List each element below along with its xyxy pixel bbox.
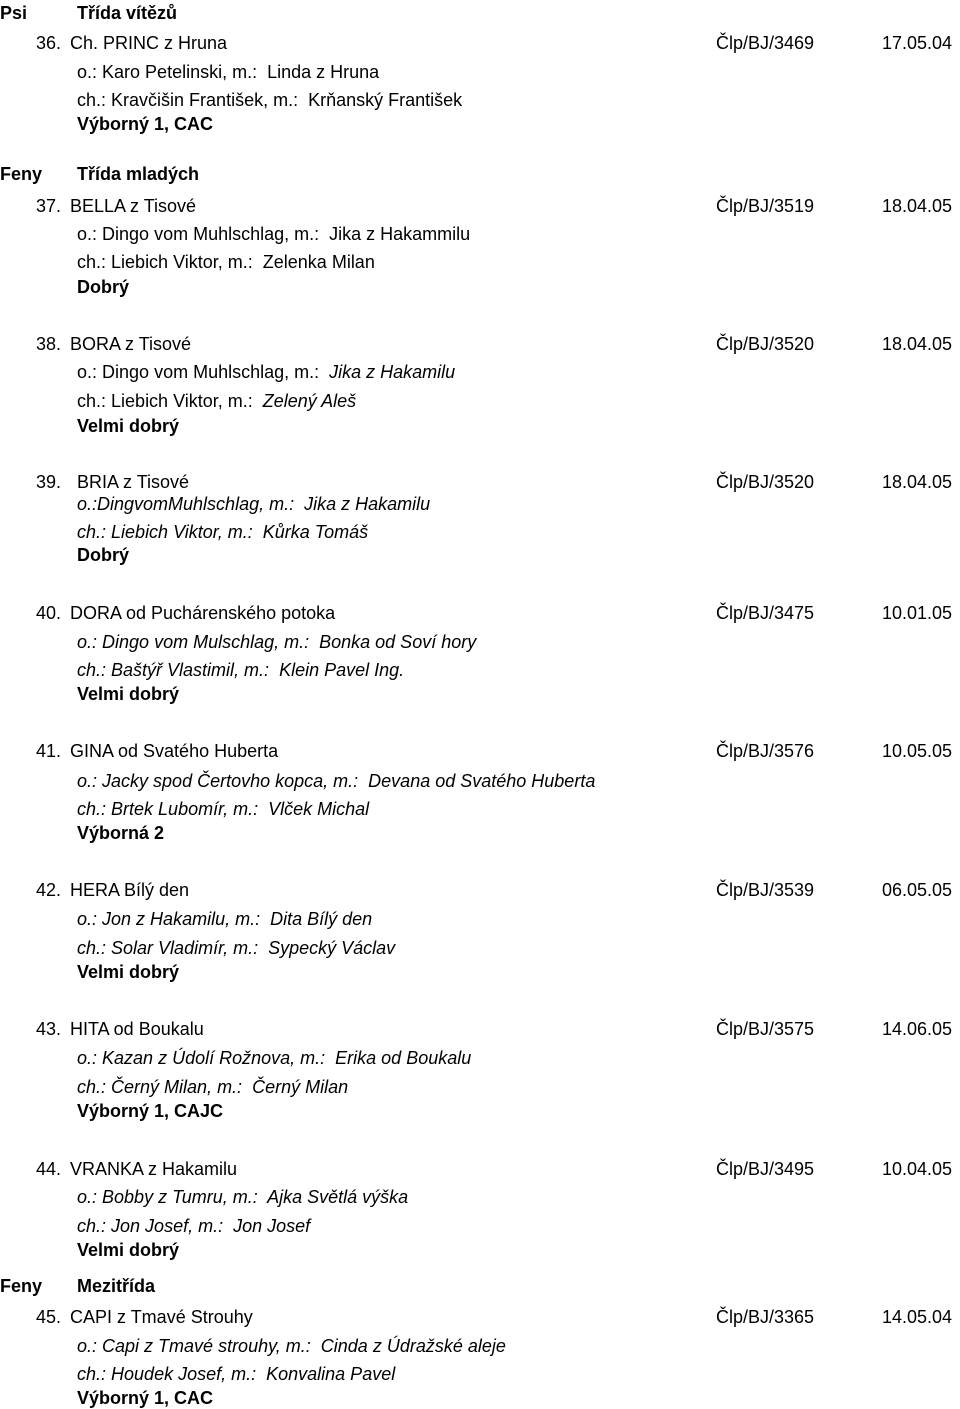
owner-line: ch.: Solar Vladimír, m.: Sypecký Václav [77, 938, 396, 958]
birth-date: 10.04.05 [882, 1159, 953, 1179]
parents-line: o.:DingvomMuhlschlag, m.: Jika z Hakamilu [77, 494, 431, 514]
birth-date: 06.05.05 [882, 880, 953, 900]
dog-name: Ch. PRINC z Hruna [70, 33, 228, 53]
owner-line: ch.: Houdek Josef, m.: Konvalina Pavel [77, 1364, 396, 1384]
birth-date: 18.04.05 [882, 334, 953, 354]
registration-number: Člp/BJ/3576 [716, 741, 815, 761]
dog-name: DORA od Puchárenského potoka [70, 603, 336, 623]
birth-date: 14.06.05 [882, 1019, 953, 1039]
rating: Dobrý [77, 277, 130, 297]
owner-line: ch.: Jon Josef, m.: Jon Josef [77, 1216, 311, 1236]
parents-line: o.: Dingo vom Muhlschlag, m.: Jika z Hakamilu [77, 362, 456, 382]
birth-date: 10.01.05 [882, 603, 953, 623]
entry-number: 43. [36, 1019, 62, 1039]
section-class: Třída vítězů [77, 3, 178, 23]
birth-date: 10.05.05 [882, 741, 953, 761]
parents-line: o.: Bobby z Tumru, m.: Ajka Světlá výška [77, 1187, 409, 1207]
owner-line: ch.: Liebich Viktor, m.: Kůrka Tomáš [77, 522, 369, 542]
rating: Výborný 1, CAJC [77, 1101, 224, 1121]
rating: Výborný 1, CAC [77, 114, 214, 134]
parents-line: o.: Capi z Tmavé strouhy, m.: Cinda z Údražské aleje [77, 1336, 506, 1356]
dog-name: HERA Bílý den [70, 880, 190, 900]
parents-line: o.: Jacky spod Čertovho kopca, m.: Devana od Svatého Huberta [77, 771, 596, 791]
rating: Velmi dobrý [77, 416, 180, 436]
birth-date: 18.04.05 [882, 196, 953, 216]
registration-number: Člp/BJ/3520 [716, 472, 815, 492]
registration-number: Člp/BJ/3365 [716, 1307, 815, 1327]
rating: Velmi dobrý [77, 1240, 180, 1260]
birth-date: 14.05.04 [882, 1307, 953, 1327]
section-gender: Feny [0, 164, 43, 184]
entry-number: 40. [36, 603, 62, 623]
rating: Dobrý [77, 545, 130, 565]
dog-name: BRIA z Tisové [77, 472, 190, 492]
rating: Výborný 1, CAC [77, 1388, 214, 1408]
parents-line: o.: Karo Petelinski, m.: Linda z Hruna [77, 62, 380, 82]
registration-number: Člp/BJ/3469 [716, 33, 815, 53]
rating: Velmi dobrý [77, 962, 180, 982]
owner-line: ch.: Baštýř Vlastimil, m.: Klein Pavel Ing. [77, 660, 405, 680]
parents-line: o.: Dingo vom Mulschlag, m.: Bonka od Soví hory [77, 632, 477, 652]
birth-date: 18.04.05 [882, 472, 953, 492]
entry-number: 44. [36, 1159, 62, 1179]
section-gender: Psi [0, 3, 28, 23]
birth-date: 17.05.04 [882, 33, 953, 53]
dog-name: GINA od Svatého Huberta [70, 741, 279, 761]
parents-line: o.: Kazan z Údolí Rožnova, m.: Erika od Boukalu [77, 1048, 472, 1068]
registration-number: Člp/BJ/3575 [716, 1019, 815, 1039]
owner-line: ch.: Liebich Viktor, m.: Zelený Aleš [77, 391, 357, 411]
parents-line: o.: Dingo vom Muhlschlag, m.: Jika z Hakammilu [77, 224, 471, 244]
parents-line: o.: Jon z Hakamilu, m.: Dita Bílý den [77, 909, 373, 929]
owner-line: ch.: Brtek Lubomír, m.: Vlček Michal [77, 799, 370, 819]
registration-number: Člp/BJ/3495 [716, 1159, 815, 1179]
owner-line: ch.: Černý Milan, m.: Černý Milan [77, 1077, 349, 1097]
section-class: Třída mladých [77, 164, 200, 184]
rating: Výborná 2 [77, 823, 165, 843]
dog-name: BORA z Tisové [70, 334, 192, 354]
rating: Velmi dobrý [77, 684, 180, 704]
entry-number: 38. [36, 334, 62, 354]
section-gender: Feny [0, 1276, 43, 1296]
dog-name: CAPI z Tmavé Strouhy [70, 1307, 253, 1327]
registration-number: Člp/BJ/3475 [716, 603, 815, 623]
section-class: Mezitřída [77, 1276, 156, 1296]
registration-number: Člp/BJ/3519 [716, 196, 815, 216]
entry-number: 37. [36, 196, 62, 216]
entry-number: 36. [36, 33, 62, 53]
entry-number: 45. [36, 1307, 62, 1327]
dog-name: HITA od Boukalu [70, 1019, 204, 1039]
registration-number: Člp/BJ/3520 [716, 334, 815, 354]
entry-number: 42. [36, 880, 62, 900]
dog-name: BELLA z Tisové [70, 196, 197, 216]
entry-number: 41. [36, 741, 62, 761]
registration-number: Člp/BJ/3539 [716, 880, 815, 900]
entry-number: 39. [36, 472, 62, 492]
owner-line: ch.: Liebich Viktor, m.: Zelenka Milan [77, 252, 375, 272]
owner-line: ch.: Kravčišin František, m.: Krňanský František [77, 90, 463, 110]
dog-name: VRANKA z Hakamilu [70, 1159, 238, 1179]
